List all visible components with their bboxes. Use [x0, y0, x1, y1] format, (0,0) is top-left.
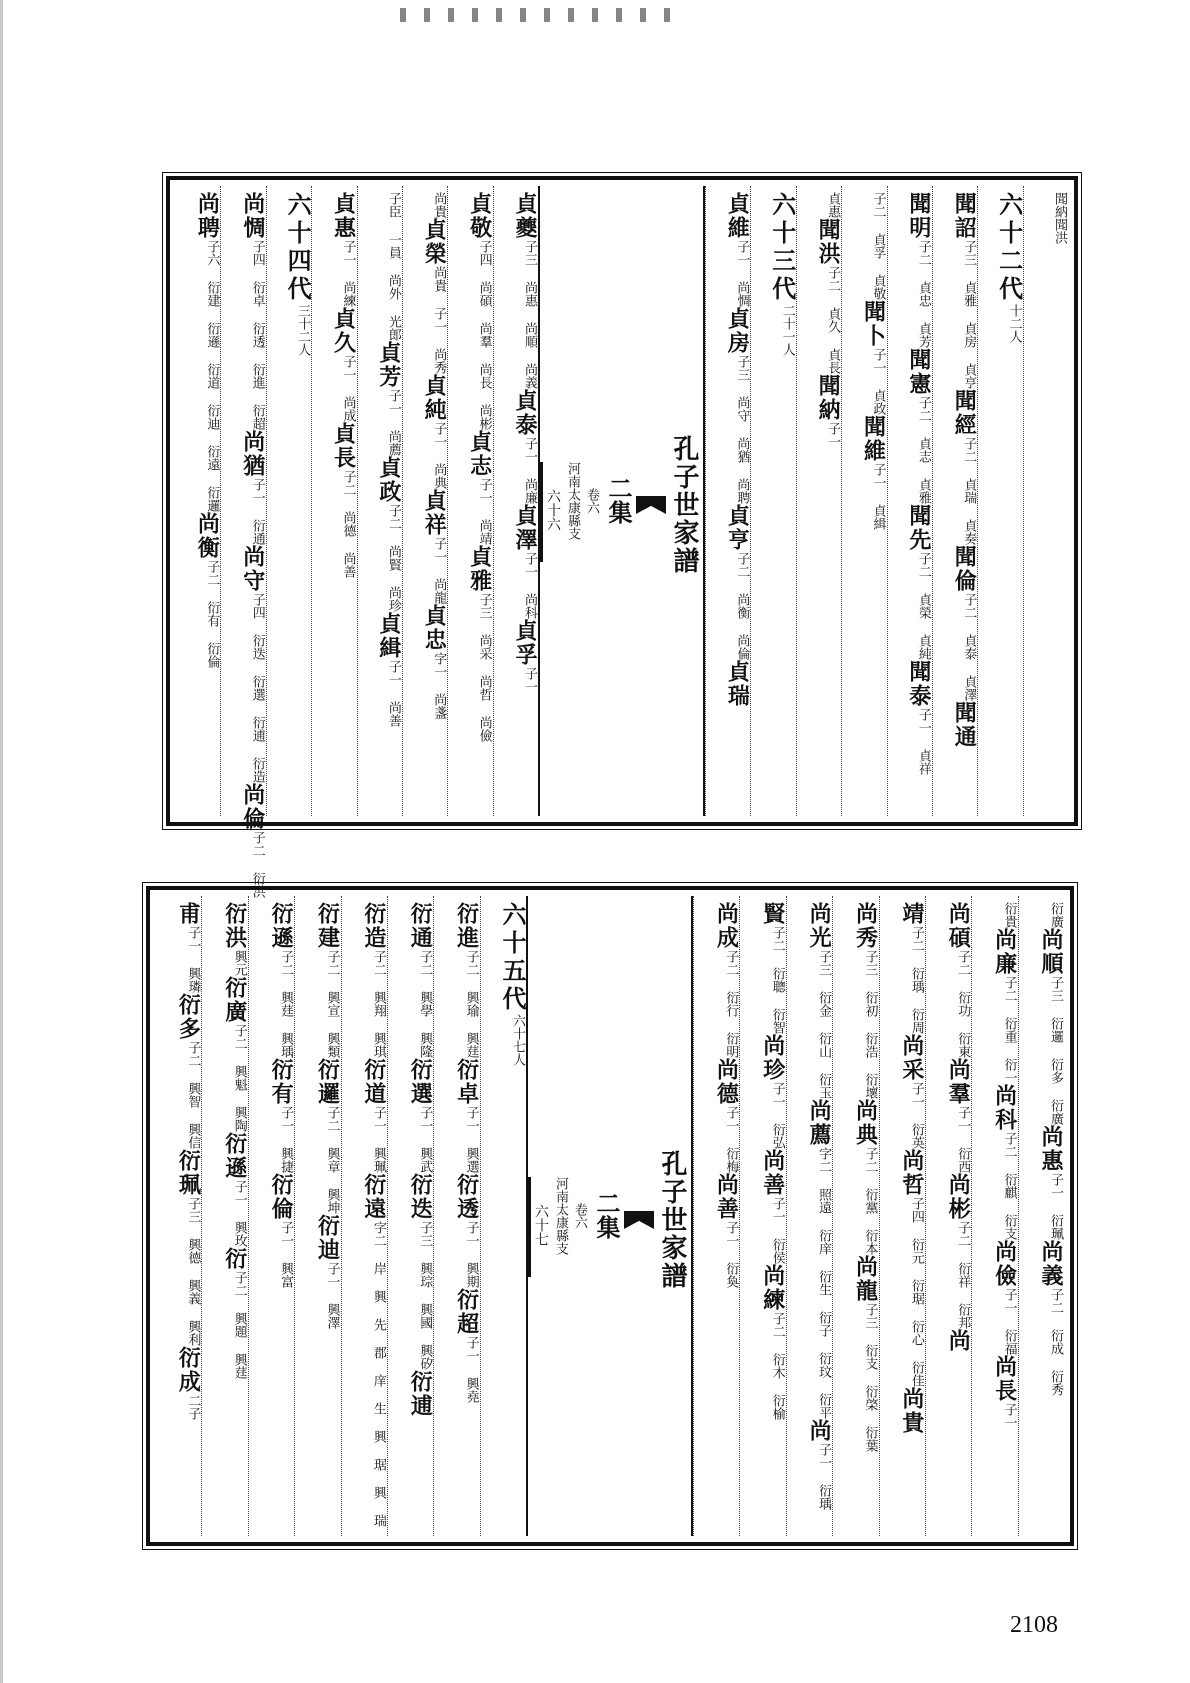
spine-book-title: 孔子世家譜	[669, 435, 699, 575]
descendant-note: 子二 興智 興信	[185, 1041, 201, 1149]
top-left-column-4	[311, 186, 356, 816]
top-left-column-0	[493, 186, 538, 816]
person-name: 衍卓	[453, 1058, 480, 1106]
person-name: 尚成	[713, 902, 740, 950]
person-name: 衍邏	[314, 1058, 341, 1106]
top-left-column-2	[402, 186, 447, 816]
person-name: 尚惆	[239, 192, 266, 240]
top-scan-smudge	[400, 8, 920, 22]
descendant-note: 子三 衍初 衍浩 衍壞	[862, 950, 878, 1099]
column-line: 聞納	[1052, 192, 1067, 218]
column-line: 貞惠	[825, 192, 841, 218]
top-right-column-4	[841, 186, 886, 816]
top-left-column-1	[447, 186, 492, 816]
descendant-note: 子三 衍邏 衍多 衍廣	[1048, 976, 1063, 1125]
descendant-note: 子一 衍西	[955, 1106, 971, 1173]
descendant-note: 子二 尚衡 尚倫	[734, 552, 750, 660]
person-name: 尚龍	[852, 1255, 879, 1303]
person-name: 尚光	[806, 902, 833, 950]
person-name: 尚秀	[852, 902, 879, 950]
descendant-note: 子二 貞忠 貞芳	[915, 240, 931, 348]
descendant-note: 子三 尚采 尚哲 尚儉	[476, 593, 492, 742]
descendant-note: 子二 興題 興莛	[231, 1271, 247, 1379]
descendant-note: 子四 衍元 衍琚 衍心 衍佳	[908, 1197, 924, 1387]
descendant-note: 子一 尚善	[385, 660, 401, 727]
descendant-note: 子一 尚龍	[431, 537, 447, 604]
descendant-note: 子二 衍有 衍倫	[204, 560, 220, 668]
descendant-note: 子一 興珮	[370, 1106, 386, 1173]
descendant-note: 尚貴 子一 尚秀	[431, 266, 447, 374]
person-name: 尚哲	[898, 1149, 925, 1197]
person-name: 尚碩	[945, 902, 972, 950]
person-name: 尚薦	[806, 1099, 833, 1147]
descendant-note: 子一 興富	[278, 1221, 294, 1288]
person-name: 貞雅	[466, 545, 493, 593]
person-name: 貞久	[330, 307, 357, 355]
descendant-note: 子一 衍奐	[723, 1221, 739, 1288]
descendant-note: 子一	[825, 422, 841, 448]
descendant-note: 子一 興捷	[278, 1106, 294, 1173]
descendant-note: 子二 衍祥 衍邦	[955, 1221, 971, 1329]
person-name: 衍珮	[175, 1149, 202, 1197]
person-name: 貞惠	[330, 192, 357, 240]
descendant-note: 子二 興莛 興瑀	[278, 950, 294, 1058]
descendant-note: 子一 尚典	[431, 422, 447, 489]
column-line: 子二 貞孚 貞敬	[870, 192, 886, 300]
person-name: 聞卜	[860, 300, 887, 348]
person-name: 貞榮	[421, 218, 448, 266]
descendant-note: 子二 衍功 衍東	[955, 950, 971, 1058]
bottom-right-column-1	[971, 896, 1017, 1536]
person-name: 尚善	[713, 1173, 740, 1221]
person-name: 尚貴	[898, 1387, 925, 1435]
descendant-note: 字二 照遠 衍庠 衍生 衍子 衍玟 衍平	[816, 1147, 832, 1419]
spine-book-title: 孔子世家譜	[657, 1150, 687, 1290]
person-name: 尚彬	[945, 1173, 972, 1221]
person-name: 聞洪	[815, 218, 842, 266]
descendant-note: 子二 衍行 衍明	[723, 950, 739, 1058]
descendant-note: 子一 衍福	[1001, 1288, 1017, 1355]
fish-tail-mark	[636, 496, 666, 514]
person-name: 貞房	[724, 307, 751, 355]
person-name: 貞忠	[421, 604, 448, 652]
person-name: 衍迭	[407, 1173, 434, 1221]
person-name: 尚典	[852, 1099, 879, 1147]
person-name: 甫	[175, 902, 202, 926]
person-name: 衍超	[453, 1288, 480, 1336]
person-name: 貞政	[375, 456, 402, 504]
person-name: 尚倫	[239, 783, 266, 831]
descendant-note: 子二 貞泰 貞澤	[961, 593, 977, 701]
top-panel-columns	[176, 186, 1068, 898]
descendant-note: 子二 貞瑞 貞奏	[961, 437, 977, 545]
column-line: 子臣 一員 尚外 光郎	[385, 192, 401, 341]
person-name: 衍遜	[268, 902, 295, 950]
person-name: 尚聘	[194, 192, 221, 240]
generation-count: 三十二人	[295, 304, 311, 356]
descendant-note: 子四 尚碩 尚羣 尚長 尚彬	[476, 240, 492, 430]
descendant-note: 子一 衍瑀	[816, 1443, 832, 1510]
descendant-note: 子三 興琮 興國 興矽	[417, 1221, 433, 1370]
generation-heading: 六十五代	[498, 902, 527, 1014]
person-name: 聞明	[905, 192, 932, 240]
person-name: 聞憲	[905, 348, 932, 396]
person-name: 衍選	[407, 1058, 434, 1106]
page-number: 2108	[1010, 1612, 1058, 1638]
bottom-left-column-4	[294, 896, 340, 1536]
spine-section: 河南太康縣支	[565, 462, 580, 540]
person-name: 聞詔	[951, 192, 978, 240]
person-name: 貞志	[466, 430, 493, 478]
bottom-right-column-6	[739, 896, 785, 1536]
person-name: 尚德	[713, 1058, 740, 1106]
spine-rule	[540, 462, 543, 562]
descendant-note: 子一 興期	[463, 1221, 479, 1288]
descendant-note: 子一 衍英	[908, 1082, 924, 1149]
top-left-column-3	[357, 186, 402, 816]
column-line: 衍貴	[1001, 902, 1017, 928]
person-name: 貞夔	[512, 192, 538, 240]
bottom-left-column-1	[433, 896, 479, 1536]
person-name: 衍廣	[221, 976, 248, 1024]
person-name: 聞經	[951, 389, 978, 437]
bottom-right-column-3	[879, 896, 925, 1536]
person-name: 衍洪	[221, 902, 248, 950]
person-name: 尚守	[239, 545, 266, 593]
generation-heading: 六十二代	[994, 192, 1024, 304]
descendant-note: 子一 貞緝	[870, 463, 886, 530]
bottom-left-column-3	[341, 896, 387, 1536]
top-spine	[538, 186, 705, 816]
person-name: 衍多	[175, 993, 202, 1041]
descendant-note: 子二 衍木 衍榆	[769, 1312, 785, 1420]
descendant-note: 子一 尚科	[522, 552, 537, 619]
top-right-column-6	[750, 186, 795, 816]
descendant-note: 子二 衍洪	[249, 831, 265, 898]
bottom-right-column-2	[925, 896, 971, 1536]
descendant-note: 子三 尚惠 尚順 尚義	[522, 240, 537, 389]
descendant-note: 子一 衍弘	[769, 1082, 785, 1149]
person-name: 貞維	[724, 192, 751, 240]
generation-count: 二十一人	[779, 304, 795, 356]
descendant-note: 子二 興瑜 興莛	[463, 950, 479, 1058]
person-name: 聞倫	[951, 545, 978, 593]
person-name: 靖	[898, 902, 925, 926]
person-name: 貞瑞	[724, 660, 751, 708]
person-name: 衍遠	[360, 1173, 387, 1221]
bottom-genealogy-panel	[146, 886, 1074, 1546]
person-name: 聞先	[905, 504, 932, 552]
generation-count: 六十七人	[510, 1014, 525, 1066]
person-name: 尚猶	[239, 430, 266, 478]
top-right-column-2	[932, 186, 977, 816]
person-name: 貞孚	[512, 619, 538, 667]
column-line: 聞洪	[1052, 218, 1067, 244]
person-name: 衍成	[175, 1346, 202, 1394]
descendant-note: 子一 興澤	[324, 1262, 340, 1329]
person-name: 衍造	[360, 902, 387, 950]
top-left-column-6	[220, 186, 266, 898]
descendant-note: 子二 興章 興坤	[324, 1106, 340, 1214]
bottom-left-column-0	[480, 896, 526, 1536]
top-right-column-5	[796, 186, 841, 816]
descendant-note: 子三 衍金 衍山 衍玉	[816, 950, 832, 1099]
spine-leaf-number: 六十七	[533, 1204, 549, 1246]
top-right-column-3	[887, 186, 932, 816]
person-name: 衍	[221, 1247, 248, 1271]
descendant-note: 子一 尚惆	[734, 240, 750, 307]
person-name: 尚練	[759, 1264, 786, 1312]
person-name: 尚惠	[1038, 1125, 1064, 1173]
descendant-note: 子二 衍黨 衍本	[862, 1147, 878, 1255]
descendant-note: 子一 貞祥	[915, 708, 931, 775]
person-name: 聞通	[951, 701, 978, 749]
person-name: 尚珍	[759, 1034, 786, 1082]
person-name: 衍道	[360, 1058, 387, 1106]
descendant-note: 子一	[522, 667, 537, 693]
fish-tail-mark	[624, 1211, 654, 1229]
person-name: 尚儉	[991, 1240, 1018, 1288]
top-genealogy-panel	[166, 176, 1078, 898]
bottom-left-column-2	[387, 896, 433, 1536]
person-name: 貞祥	[421, 489, 448, 537]
bottom-right-column-4	[832, 896, 878, 1536]
descendant-note: 子一 興選	[463, 1106, 479, 1173]
bottom-left-column-5	[248, 896, 294, 1536]
descendant-note: 子四 衍迭 衍選 衍逋 衍造	[249, 593, 265, 783]
spine-rule	[528, 1177, 531, 1277]
person-name: 聞泰	[905, 660, 932, 708]
column-line: 衍廣	[1048, 902, 1063, 928]
person-name: 衍遜	[221, 1132, 248, 1180]
descendant-note: 子二 衍成 衍秀	[1048, 1288, 1063, 1396]
person-name: 尚科	[991, 1084, 1018, 1132]
top-right-column-7	[705, 186, 750, 816]
generation-heading: 六十四代	[283, 192, 313, 304]
spine-section: 河南太康縣支	[553, 1177, 568, 1255]
person-name: 衍迪	[314, 1214, 341, 1262]
person-name: 貞芳	[375, 341, 402, 389]
person-name: 衍進	[453, 902, 480, 950]
person-name: 尚	[945, 1329, 972, 1353]
descendant-note: 子二 貞榮 貞純	[915, 552, 931, 660]
person-name: 聞納	[815, 374, 842, 422]
bottom-left-column-7	[156, 896, 201, 1536]
bottom-spine	[526, 896, 693, 1536]
spine-volume: 卷六	[572, 1203, 587, 1229]
descendant-note: 字二 岸 興 先 郡 庠 生 興 琚 興 瑞	[370, 1221, 386, 1527]
top-right-column-1	[977, 186, 1022, 816]
descendant-note: 子一 衍通	[249, 478, 265, 545]
descendant-note: 子二 貞久 貞長	[825, 266, 841, 374]
person-name: 尚義	[1038, 1240, 1064, 1288]
spine-collection: 二集	[604, 476, 633, 524]
descendant-note: 子二 衍瑀 衍周	[908, 926, 924, 1034]
bottom-right-column-7	[693, 896, 739, 1536]
descendant-note: 子一 興武	[417, 1106, 433, 1173]
descendant-note: 子二 貞志 貞雅	[915, 396, 931, 504]
descendant-note: 子一 衍珮	[1048, 1173, 1063, 1240]
column-line: 尚貴	[431, 192, 447, 218]
descendant-note: 子三 衍支 衍棨 衍葉	[862, 1303, 878, 1452]
person-name: 尚長	[991, 1355, 1018, 1403]
top-left-column-5	[266, 186, 311, 816]
descendant-note: 子一 尚靖	[476, 478, 492, 545]
person-name: 衍逋	[407, 1370, 434, 1418]
person-name: 衍建	[314, 902, 341, 950]
person-name: 貞純	[421, 374, 448, 422]
person-name: 貞泰	[512, 389, 538, 437]
descendant-note: 子二 興學 興隆	[417, 950, 433, 1058]
person-name: 貞澤	[512, 504, 538, 552]
bottom-right-column-5	[786, 896, 832, 1536]
descendant-note: 子二 衍麒 衍支	[1001, 1132, 1017, 1240]
descendant-note: 子一 尚成	[340, 355, 356, 422]
person-name: 尚善	[759, 1149, 786, 1197]
generation-heading: 六十三代	[767, 192, 797, 304]
bottom-panel-columns	[156, 896, 1064, 1536]
spine-collection: 二集	[592, 1191, 621, 1239]
person-name: 衍倫	[268, 1173, 295, 1221]
top-left-column-7	[176, 186, 220, 816]
descendant-note: 子一 尚廉	[522, 437, 537, 504]
descendant-note: 子一 興璘	[185, 926, 201, 993]
descendant-note: 子三 尚守 尚猶 尚聘	[734, 355, 750, 504]
descendant-note: 子四 衍卓 衍透 衍進 衍超	[249, 240, 265, 430]
descendant-note: 子一 尚薦	[385, 389, 401, 456]
person-name: 衍透	[453, 1173, 480, 1221]
descendant-note: 字一 尚盞	[431, 652, 447, 719]
person-name: 尚	[806, 1419, 833, 1443]
person-name: 聞維	[860, 415, 887, 463]
person-name: 貞長	[330, 422, 357, 470]
person-name: 尚順	[1038, 928, 1064, 976]
descendant-note: 子二 尚德 尚善	[340, 470, 356, 578]
descendant-note: 子二 尚賢 尚珍	[385, 504, 401, 612]
descendant-note: 子三 貞雅 貞房 貞亨	[961, 240, 977, 389]
descendant-note: 子六 衍建 衍遜 衍道 衍迪 衍遠 衍邏	[204, 240, 220, 512]
person-name: 貞亨	[724, 504, 751, 552]
descendant-note: 子一	[1001, 1403, 1017, 1429]
person-name: 尚采	[898, 1034, 925, 1082]
person-name: 賢	[759, 902, 786, 926]
person-name: 衍通	[407, 902, 434, 950]
descendant-note: 子三 興德 興義 興利	[185, 1197, 201, 1346]
descendant-note: 子二 興翔 興琪	[370, 950, 386, 1058]
person-name: 貞緝	[375, 612, 402, 660]
descendant-note: 子一 興玫	[231, 1180, 247, 1247]
descendant-note: 子二 興宣 興類	[324, 950, 340, 1058]
scan-left-edge	[0, 0, 3, 1683]
descendant-note: 興元	[231, 950, 247, 976]
person-name: 尚羣	[945, 1058, 972, 1106]
descendant-note: 子二 衍重 衍一	[1001, 976, 1017, 1084]
person-name: 尚衡	[194, 512, 221, 560]
descendant-note: 子一 衍梅	[723, 1106, 739, 1173]
bottom-right-column-0	[1018, 896, 1064, 1536]
descendant-note: 子一 衍侯	[769, 1197, 785, 1264]
descendant-note: 子二 衍聰 衍智	[769, 926, 785, 1034]
top-right-column-0	[1023, 186, 1068, 816]
generation-count: 十二人	[1006, 304, 1022, 343]
descendant-note: 子一 貞政	[870, 348, 886, 415]
descendant-note: 子一 興堯	[463, 1336, 479, 1403]
person-name: 貞敬	[466, 192, 493, 240]
descendant-note: 二子	[185, 1394, 201, 1420]
descendant-note: 子一 尚練	[340, 240, 356, 307]
spine-leaf-number: 六十六	[545, 489, 561, 531]
bottom-left-column-6	[201, 896, 247, 1536]
person-name: 尚廉	[991, 928, 1018, 976]
person-name: 衍有	[268, 1058, 295, 1106]
spine-volume: 卷六	[584, 488, 599, 514]
descendant-note: 子二 興魁 興陶	[231, 1024, 247, 1132]
